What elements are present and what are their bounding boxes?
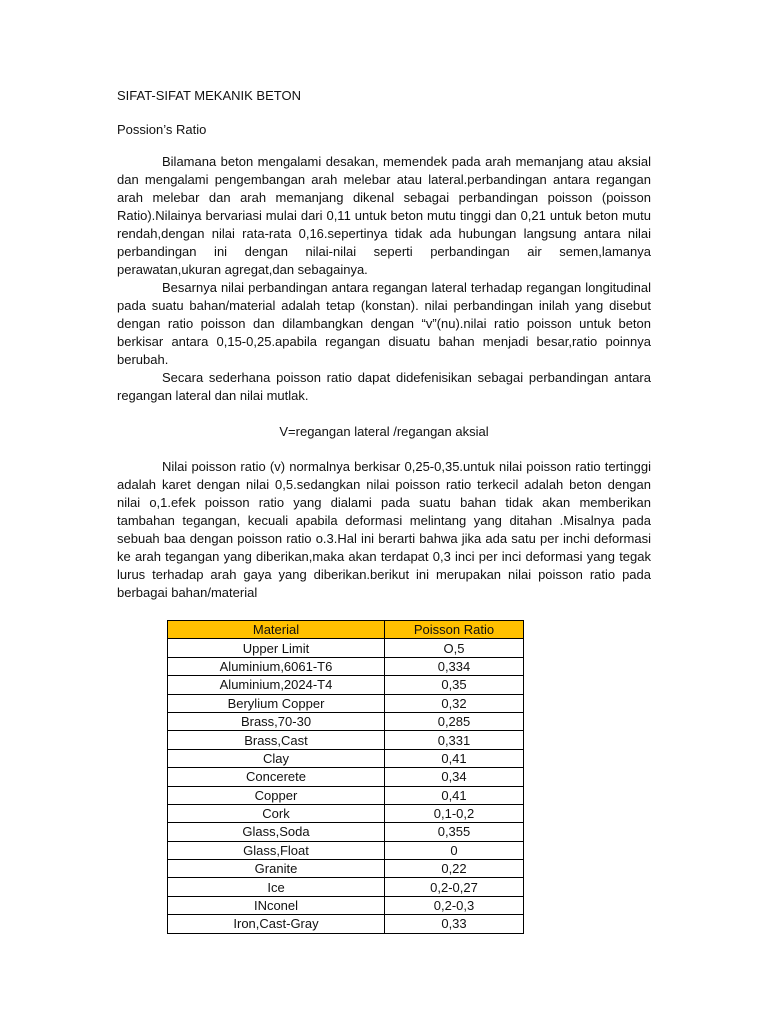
section-title: Possion’s Ratio (117, 122, 207, 137)
table-row (168, 676, 524, 694)
table-row (168, 731, 524, 749)
table-row (168, 896, 524, 914)
formula: V=regangan lateral /regangan aksial (279, 424, 489, 439)
poisson-ratio-cell: 0 (385, 841, 524, 859)
table-row (168, 657, 524, 675)
table-header-row (168, 621, 524, 639)
table-row (168, 786, 524, 804)
poisson-ratio-cell: 0,2-0,27 (385, 878, 524, 896)
material-cell: Cork (168, 804, 385, 822)
table-row (168, 915, 524, 933)
table-body (168, 639, 524, 933)
poisson-ratio-cell: 0,331 (385, 731, 524, 749)
poisson-ratio-cell: O,5 (385, 639, 524, 657)
material-cell: Glass,Soda (168, 823, 385, 841)
paragraph-2: Besarnya nilai perbandingan antara regangan lateral terhadap regangan longitudinal pada suatu bahan/material adalah tetap (konstan). nilai perbandingan inilah yang disebut dengan ratio poisson dan dilambangkan dengan “v”(nu).nilai ratio poisson untuk beton berkisar antara 0,15-0,25.apabila regangan disuatu bahan menjadi besar,ratio poinnya berubah. (117, 280, 651, 367)
paragraph-4: Nilai poisson ratio (v) normalnya berkisar 0,25-0,35.untuk nilai poisson ratio tertinggi adalah karet dengan nilai 0,5.sedangkan nilai poisson ratio terkecil adalah beton dengan nilai o,1.efek poisson ratio yang dialami pada suatu bahan tidak akan memberikan tambahan tegangan, kecuali apabila deformasi melintang yang ditahan .Misalnya pada sebuah baa dengan poisson ratio o.3.Hal ini berarti bahwa jika ada satu per inchi deformasi ke arah tegangan yang diberikan,maka akan terdapat 0,3 inci per inci deformasi yang tegak lurus terhadap arah gaya yang diberikan.berikut ini merupakan nilai poisson ratio pada berbagai bahan/material (117, 459, 651, 600)
table-row (168, 841, 524, 859)
material-cell: Upper Limit (168, 639, 385, 657)
table-row (168, 768, 524, 786)
poisson-ratio-cell: 0,41 (385, 749, 524, 767)
table-row (168, 804, 524, 822)
poisson-ratio-cell: 0,35 (385, 676, 524, 694)
material-cell: Brass,70-30 (168, 712, 385, 730)
poisson-ratio-cell: 0,1-0,2 (385, 804, 524, 822)
material-cell: Brass,Cast (168, 731, 385, 749)
table-row (168, 749, 524, 767)
poisson-ratio-cell: 0,33 (385, 915, 524, 933)
header-poisson-ratio: Poisson Ratio (385, 621, 524, 639)
material-cell: Berylium Copper (168, 694, 385, 712)
poisson-ratio-table (167, 620, 524, 934)
material-cell: Aluminium,6061-T6 (168, 657, 385, 675)
table-row (168, 823, 524, 841)
table-wrapper (117, 620, 651, 934)
poisson-ratio-cell: 0,41 (385, 786, 524, 804)
material-cell: Copper (168, 786, 385, 804)
poisson-ratio-cell: 0,22 (385, 860, 524, 878)
table-row (168, 878, 524, 896)
table-row (168, 712, 524, 730)
material-cell: Granite (168, 860, 385, 878)
material-cell: INconel (168, 896, 385, 914)
table-row (168, 860, 524, 878)
material-cell: Clay (168, 749, 385, 767)
poisson-ratio-cell: 0,34 (385, 768, 524, 786)
paragraph-1: Bilamana beton mengalami desakan, memendek pada arah memanjang atau aksial dan mengalami pengembangan arah melebar atau lateral.perbandingan antara regangan arah melebar dan arah memanjang dikenal sebagai perbandingan poisson (poisson Ratio).Nilainya bervariasi mulai dari 0,11 untuk beton mutu tinggi dan 0,21 untuk beton mutu rendah,dengan nilai rata-rata 0,16.sepertinya tidak ada hubungan langsung antara nilai perbandingan ini dengan nilai-nilai seperti perbandingan air semen,lamanya perawatan,ukuran agregat,dan sebagainya. (117, 154, 651, 277)
table-row (168, 694, 524, 712)
poisson-ratio-cell: 0,32 (385, 694, 524, 712)
material-cell: Iron,Cast-Gray (168, 915, 385, 933)
material-cell: Ice (168, 878, 385, 896)
table-row (168, 639, 524, 657)
poisson-ratio-cell: 0,334 (385, 657, 524, 675)
poisson-ratio-cell: 0,285 (385, 712, 524, 730)
poisson-ratio-cell: 0,2-0,3 (385, 896, 524, 914)
paragraph-3: Secara sederhana poisson ratio dapat didefenisikan sebagai perbandingan antara regangan lateral dan nilai mutlak. (117, 370, 651, 403)
header-material: Material (168, 621, 385, 639)
material-cell: Concerete (168, 768, 385, 786)
poisson-ratio-cell: 0,355 (385, 823, 524, 841)
document-title: SIFAT-SIFAT MEKANIK BETON (117, 88, 301, 103)
material-cell: Aluminium,2024-T4 (168, 676, 385, 694)
material-cell: Glass,Float (168, 841, 385, 859)
